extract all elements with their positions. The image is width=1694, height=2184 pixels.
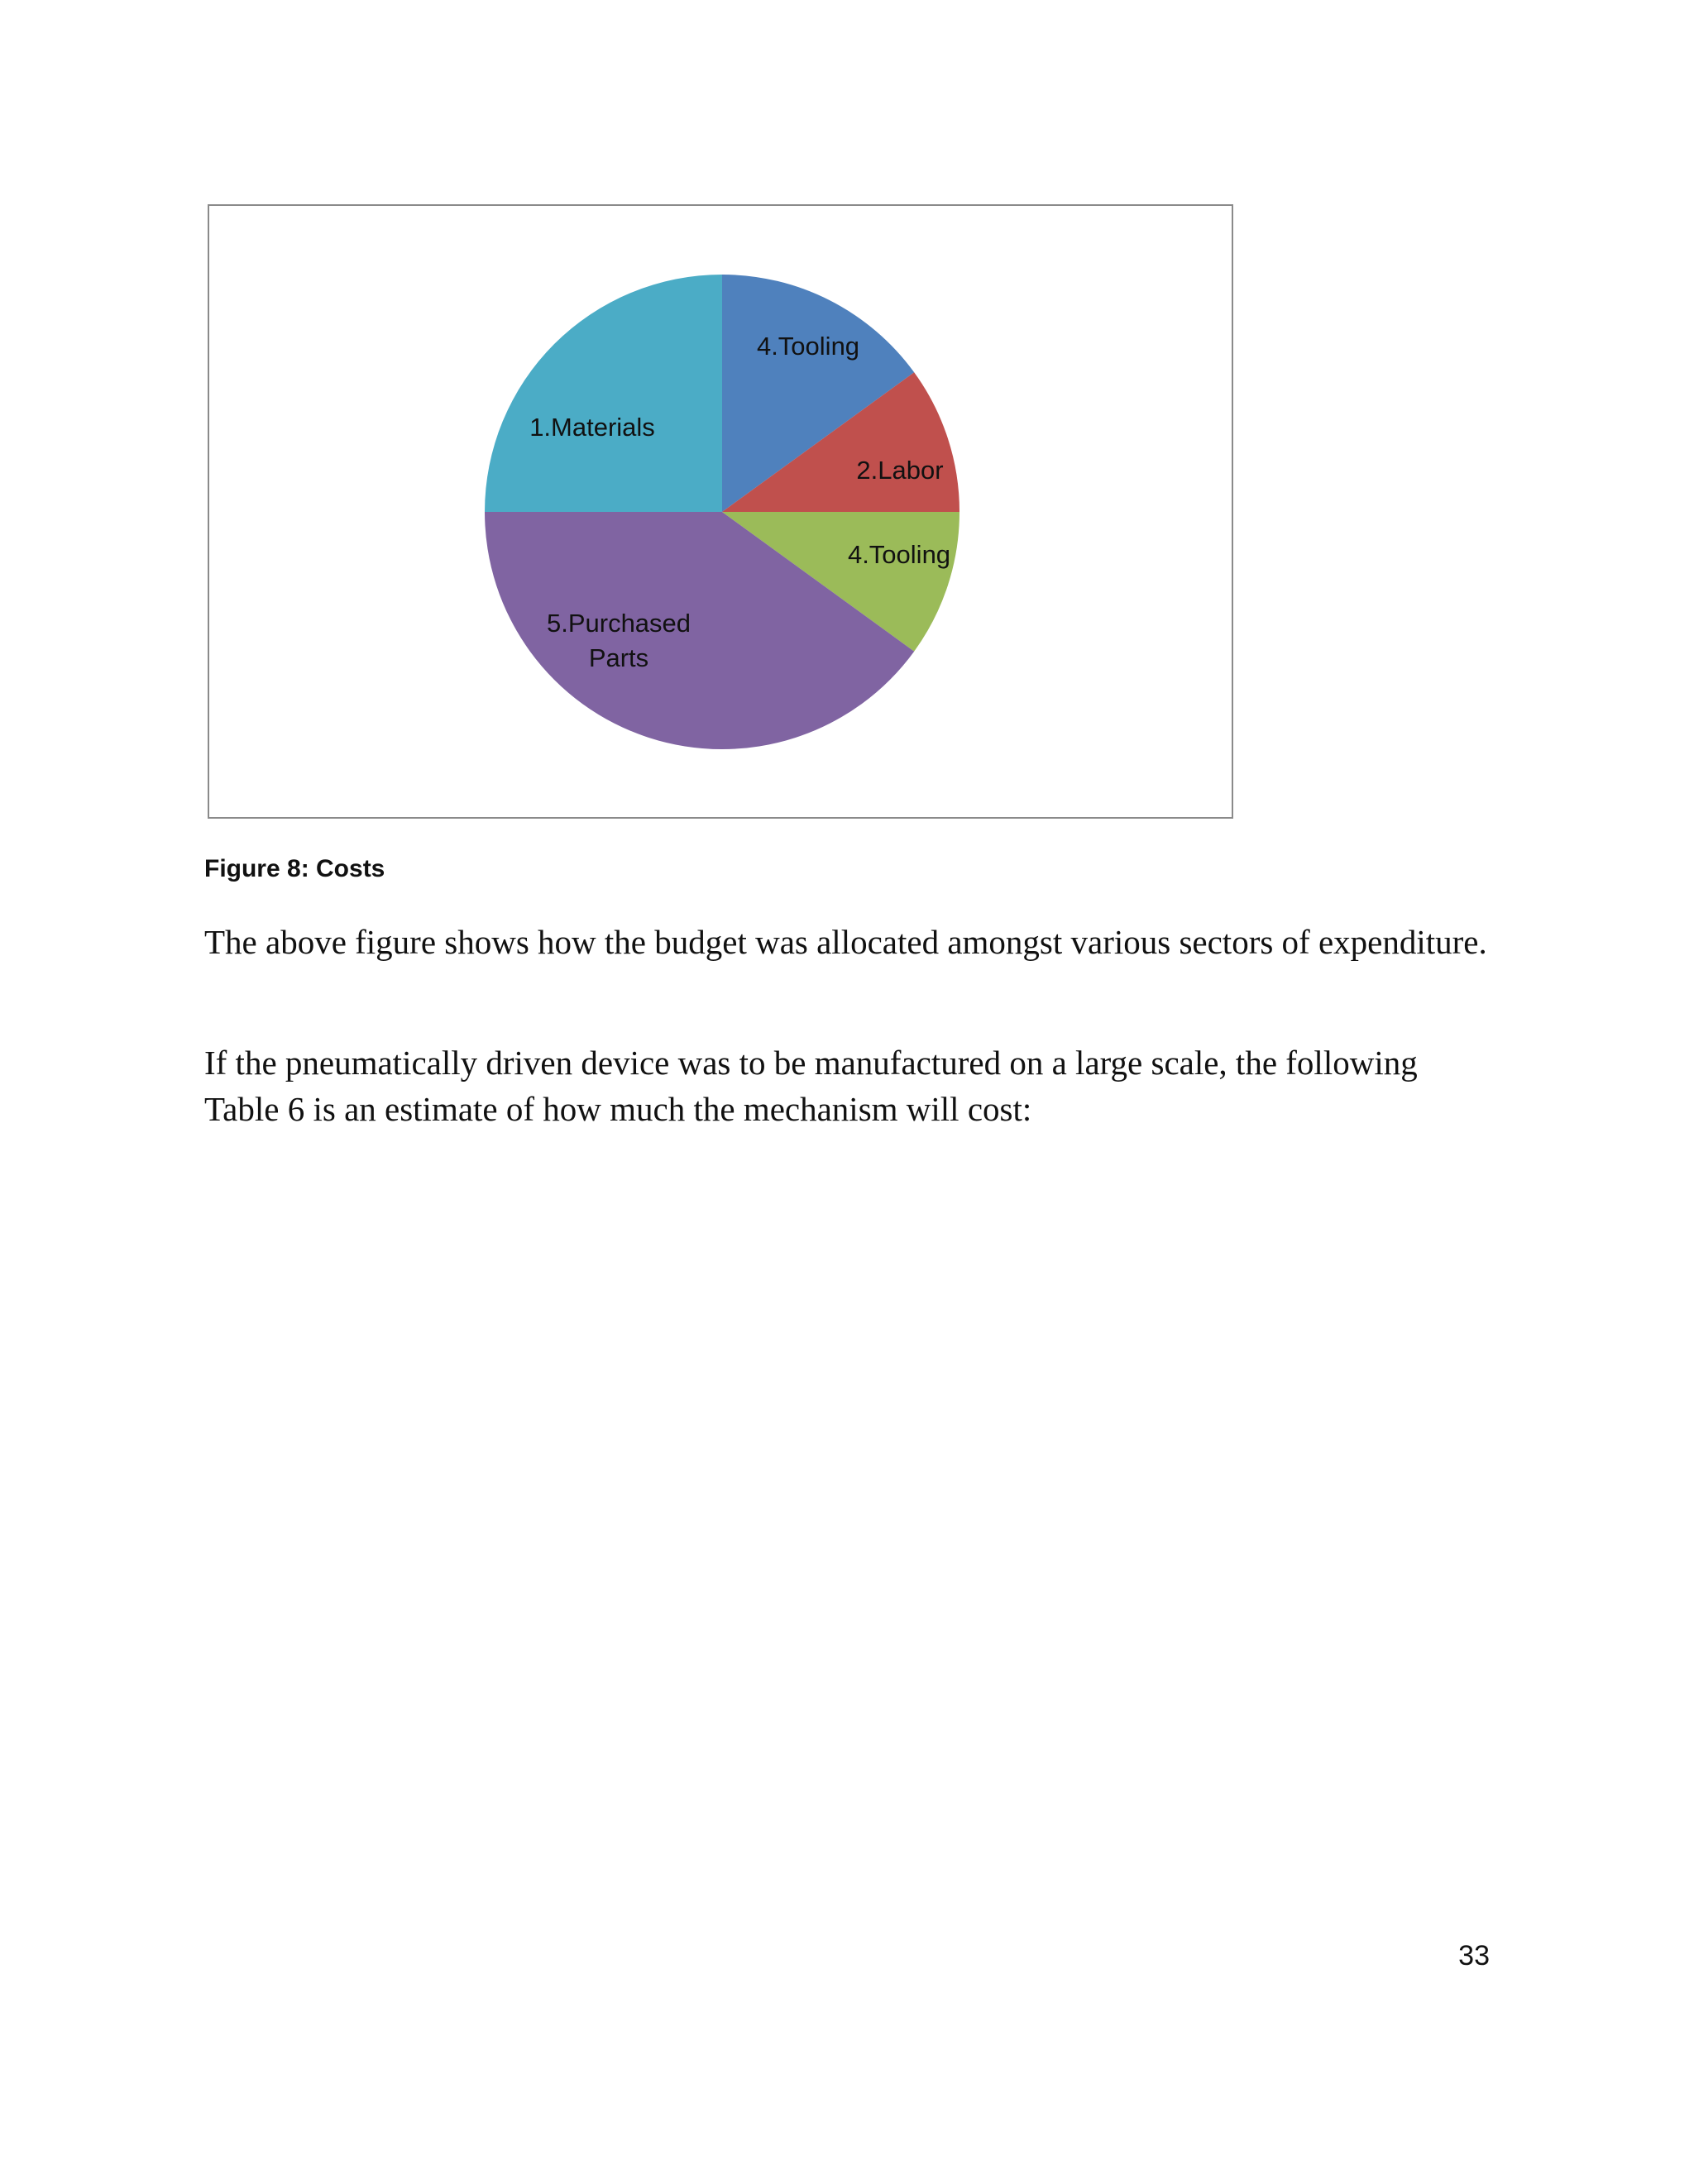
slice-label: 4.Tooling xyxy=(756,332,860,361)
body-paragraph: If the pneumatically driven device was to be manufactured on a large scale, the following Table 6 is an estimate of how much the mechanism will cost: xyxy=(204,1044,1418,1128)
page-number: 33 xyxy=(1458,1940,1490,1971)
pie-chart-frame xyxy=(208,204,1233,819)
slice-label: 2.Labor xyxy=(856,456,944,485)
slice-label: 5.Purchased Parts xyxy=(546,609,691,672)
figure-caption: Figure 8: Costs xyxy=(204,855,385,882)
pie-slice xyxy=(485,275,722,512)
slice-label: 4.Tooling xyxy=(847,540,951,569)
body-paragraph: The above figure shows how the budget was allocated amongst various sectors of expenditure. xyxy=(204,923,1487,961)
pie-chart xyxy=(209,206,1232,817)
slice-label: 1.Materials xyxy=(529,413,655,442)
